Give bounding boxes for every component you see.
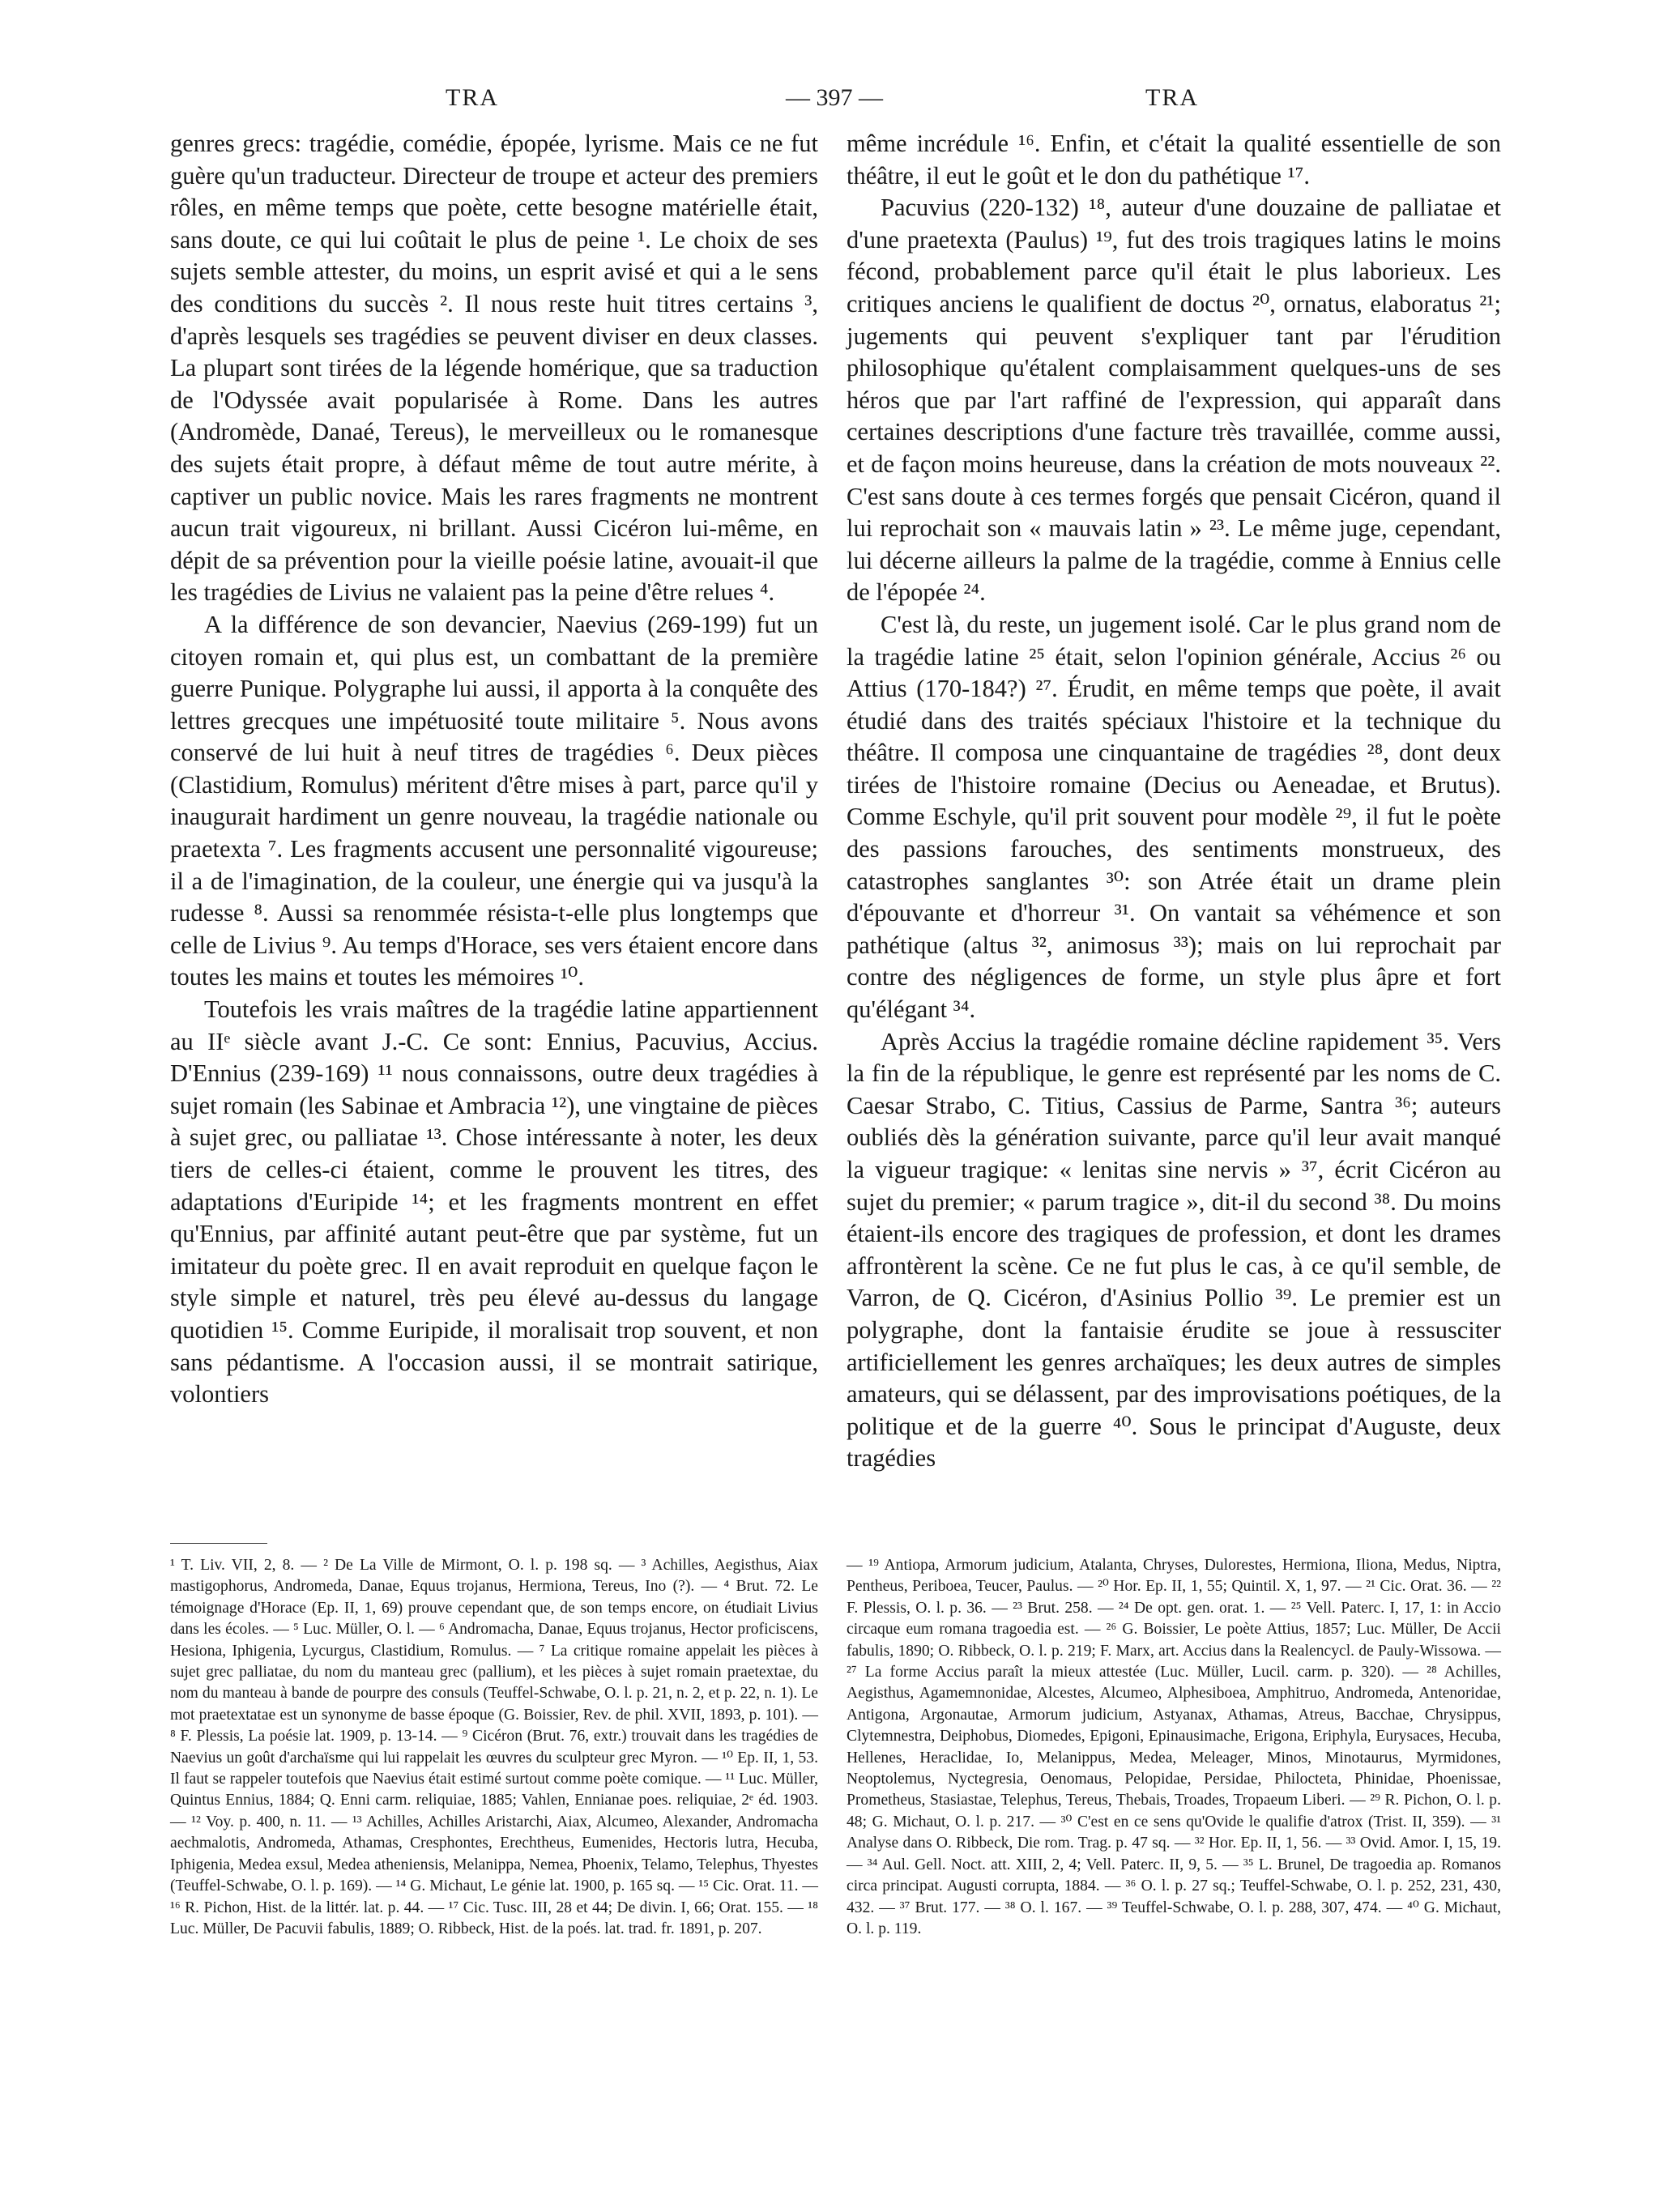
header-right-title: TRA bbox=[1145, 84, 1199, 111]
page-number: — 397 — bbox=[786, 84, 883, 111]
left-column bbox=[170, 128, 818, 1411]
header-left-title: TRA bbox=[446, 84, 499, 111]
right-column bbox=[847, 128, 1501, 1475]
running-header bbox=[170, 79, 1499, 117]
footnotes-left: ¹ T. Liv. VII, 2, 8. — ² De La Ville de Mirmont, O. l. p. 198 sq. — ³ Achilles, Aegisthus, Aiax mastigophorus, Andromeda, Danae, Equus trojanus, Hermiona, Tereus, Ino (?). — ⁴ Brut. 72. Le témoignage d'Horace (Ep. II, 1, 69) prouve cependant que, de son temps encore, on étudiait Livius dans les écoles. — ⁵ Luc. Müller, O. l. — ⁶ Andromacha, Danae, Equus trojanus, Hector proficiscens, Hesiona, Iphigenia, Lycurgus, Clastidium, Romulus. — ⁷ La critique romaine appelait les pièces à sujet grec palliatae, du nom du manteau grec (pallium), et les pièces à sujet romain praetextae, du nom du manteau à bande de pourpre des consuls (Teuffel-Schwabe, O. l. p. 21, n. 2, et p. 22, n. 1). Le mot praetextatae est un synonyme de basse époque (G. Boissier, Rev. de phil. XVII, 1893, p. 101). — ⁸ F. Plessis, La poésie lat. 1909, p. 13-14. — ⁹ Cicéron (Brut. 76, extr.) trouvait dans les tragédies de Naevius un goût d'archaïsme qui lui rappelait les œuvres du sculpteur grec Myron. — ¹⁰ Ep. II, 1, 53. Il faut se rappeler toutefois que Naevius était estimé surtout comme poète comique. — ¹¹ Luc. Müller, Quintus Ennius, 1884; Q. Enni carm. reliquiae, 1885; Vahlen, Ennianae poes. reliquiae, 2ᵉ éd. 1903. — ¹² Voy. p. 400, n. 11. — ¹³ Achilles, Achilles Aristarchi, Aiax, Alcumeo, Alexander, Andromacha aechmalotis, Andromeda, Athamas, Cresphontes, Erechtheus, Eumenides, Hectoris lutra, Hecuba, Iphigenia, Medea exsul, Medea atheniensis, Melanippa, Nemea, Phoenix, Telamo, Telephus, Thyestes (Teuffel-Schwabe, O. l. p. 169). — ¹⁴ G. Michaut, Le génie lat. 1900, p. 165 sq. — ¹⁵ Cic. Orat. 11. — ¹⁶ R. Pichon, Hist. de la littér. lat. p. 44. — ¹⁷ Cic. Tusc. III, 28 et 44; De divin. I, 66; Orat. 155. — ¹⁸ Luc. Müller, De Pacuvii fabulis, 1889; O. Ribbeck, Hist. de la poés. lat. trad. fr. 1891, p. 207. bbox=[170, 1557, 818, 1937]
paragraph: même incrédule ¹⁶. Enfin, et c'était la qualité essentielle de son théâtre, il eut le goût et le don du pathétique ¹⁷. bbox=[847, 130, 1501, 190]
paragraph: Pacuvius (220-132) ¹⁸, auteur d'une douzaine de palliatae et d'une praetexta (Paulus) ¹⁹, fut des trois tragiques latins le moins fécond, probablement parce qu'il était le plus laborieux. Les critiques anciens le qualifient de doctus ²⁰, ornatus, elaboratus ²¹; jugements qui peuvent s'expliquer tant par l'érudition philosophique qu'étalent complaisamment quelques-uns de ses héros que par l'art raffiné de l'expression, qui apparaît dans certaines descriptions d'une facture très travaillée, comme aussi, et de façon moins heureuse, dans la création de mots nouveaux ²². C'est sans doute à ces termes forgés que pensait Cicéron, quand il lui reprochait son « mauvais latin » ²³. Le même juge, cependant, lui décerne ailleurs la palme de la tragédie, comme à Ennius celle de l'épopée ²⁴. bbox=[847, 194, 1501, 607]
paragraph: Toutefois les vrais maîtres de la tragédie latine appartiennent au IIᵉ siècle avant J.-C. Ce sont: Ennius, Pacuvius, Accius. D'Ennius (239-169) ¹¹ nous connaissons, outre deux tragédies à sujet romain (les Sabinae et Ambracia ¹²), une vingtaine de pièces à sujet grec, ou palliatae ¹³. Chose intéressante à noter, les deux tiers de celles-ci étaient, comme le prouvent les titres, des adaptations d'Euripide ¹⁴; et les fragments montrent en effet qu'Ennius, par affinité autant peut-être que par système, fut un imitateur du poète grec. Il en avait reproduit en quelque façon le style simple et naturel, très peu élevé au-dessus du langage quotidien ¹⁵. Comme Euripide, il moralisait trop souvent, et non sans pédantisme. A l'occasion aussi, il se montrait satirique, volontiers bbox=[170, 995, 818, 1409]
footnote-separator bbox=[170, 1543, 267, 1544]
footnotes-right: — ¹⁹ Antiopa, Armorum judicium, Atalanta, Chryses, Dulorestes, Hermiona, Iliona, Medus, Niptra, Pentheus, Periboea, Teucer, Paulus. — ²⁰ Hor. Ep. II, 1, 55; Quintil. X, 1, 97. — ²¹ Cic. Orat. 36. — ²² F. Plessis, O. l. p. 36. — ²³ Brut. 258. — ²⁴ De opt. gen. orat. 1. — ²⁵ Vell. Paterc. I, 17, 1: in Accio circaque eum romana tragoedia est. — ²⁶ G. Boissier, Le poète Attius, 1857; Luc. Müller, De Accii fabulis, 1890; O. Ribbeck, O. l. p. 219; F. Marx, art. Accius dans la Realencycl. de Pauly-Wissowa. — ²⁷ La forme Accius paraît la mieux attestée (Luc. Müller, Lucil. carm. p. 320). — ²⁸ Achilles, Aegisthus, Agamemnonidae, Alcestes, Alcumeo, Alphesiboea, Amphitruo, Andromeda, Antenoridae, Antigona, Argonautae, Armorum judicium, Astyanax, Athamas, Atreus, Bacchae, Chrysippus, Clytemnestra, Deiphobus, Diomedes, Epigoni, Epinausimache, Erigona, Eriphyla, Eurysaces, Hecuba, Hellenes, Heraclidae, Io, Melanippus, Medea, Meleager, Minos, Minotaurus, Myrmidones, Neoptolemus, Nyctegresia, Oenomaus, Pelopidae, Persidae, Philocteta, Phinidae, Phoenissae, Prometheus, Stasiastae, Telephus, Tereus, Thebais, Troades, Tropaeum Liberi. — ²⁹ R. Pichon, O. l. p. 48; G. Michaut, O. l. p. 217. — ³⁰ C'est en ce sens qu'Ovide le qualifie d'atrox (Trist. II, 359). — ³¹ Analyse dans O. Ribbeck, Die rom. Trag. p. 47 sq. — ³² Hor. Ep. II, 1, 56. — ³³ Ovid. Amor. I, 15, 19. — ³⁴ Aul. Gell. Noct. att. XIII, 2, 4; Vell. Paterc. II, 9, 5. — ³⁵ L. Brunel, De tragoedia ap. Romanos circa principat. Augusti corrupta, 1884. — ³⁶ O. l. p. 27 sq.; Teuffel-Schwabe, O. l. p. 252, 231, 430, 432. — ³⁷ Brut. 177. — ³⁸ O. l. 167. — ³⁹ Teuffel-Schwabe, O. l. p. 288, 307, 474. — ⁴⁰ G. Michaut, O. l. p. 119. bbox=[847, 1557, 1501, 1937]
paragraph: genres grecs: tragédie, comédie, épopée, lyrisme. Mais ce ne fut guère qu'un traducteur. Directeur de troupe et acteur des premiers rôles, en même temps que poète, cette besogne matérielle était, sans doute, ce qui lui coûtait le plus de peine ¹. Le choix de ses sujets semble attester, du moins, un esprit avisé et qui a le sens des conditions du succès ². Il nous reste huit titres certains ³, d'après lesquels ses tragédies se peuvent diviser en deux classes. La plupart sont tirées de la légende homérique, que sa traduction de l'Odyssée avait popularisée à Rome. Dans les autres (Andromède, Danaé, Tereus), le merveilleux ou le romanesque des sujets était propre, à défaut même de tout autre mérite, à captiver un public novice. Mais les rares fragments ne montrent aucun trait vigoureux, ni brillant. Aussi Cicéron lui-même, en dépit de sa prévention pour la vieille poésie latine, avouait-il que les tragédies de Livius ne valaient pas la peine d'être relues ⁴. bbox=[170, 130, 818, 607]
paragraph: Après Accius la tragédie romaine décline rapidement ³⁵. Vers la fin de la république, le genre est représenté par les noms de C. Caesar Strabo, C. Titius, Cassius de Parme, Santra ³⁶; auteurs oubliés dès la génération suivante, parce qu'il leur avait manqué la vigueur tragique: « lenitas sine nervis » ³⁷, écrit Cicéron au sujet du premier; « parum tragice », dit-il du second ³⁸. Du moins étaient-ils encore des tragiques de profession, et dont les drames affrontèrent la scène. Ce ne fut plus le cas, à ce qu'il semble, de Varron, de Q. Cicéron, d'Asinius Pollio ³⁹. Le premier est un polygraphe, dont la fantaisie érudite se joue à ressusciter artificiellement les genres archaïques; les deux autres de simples amateurs, qui se délassent, par des improvisations poétiques, de la politique et de la guerre ⁴⁰. Sous le principat d'Auguste, deux tragédies bbox=[847, 1027, 1501, 1473]
paragraph: C'est là, du reste, un jugement isolé. Car le plus grand nom de la tragédie latine ²⁵ était, selon l'opinion générale, Accius ²⁶ ou Attius (170-184?) ²⁷. Érudit, en même temps que poète, il avait étudié dans des traités spéciaux l'histoire et la technique du théâtre. Il composa une cinquantaine de tragédies ²⁸, dont deux tirées de l'histoire romaine (Decius ou Aeneadae, et Brutus). Comme Eschyle, qu'il prit souvent pour modèle ²⁹, il fut le poète des passions farouches, des sentiments monstrueux, des catastrophes sanglantes ³⁰: son Atrée était un drame plein d'épouvante et d'horreur ³¹. On vantait sa véhémence et son pathétique (altus ³², animosus ³³); mais on lui reprochait par contre des négligences de forme, un style plus âpre et fort qu'élégant ³⁴. bbox=[847, 610, 1501, 1024]
paragraph: A la différence de son devancier, Naevius (269-199) fut un citoyen romain et, qui plus est, un combattant de la première guerre Punique. Polygraphe lui aussi, il apporta à la conquête des lettres grecques une impétuosité toute militaire ⁵. Nous avons conservé de lui huit à neuf titres de tragédies ⁶. Deux pièces (Clastidium, Romulus) méritent d'être mises à part, parce qu'il y inaugurait hardiment un genre nouveau, la tragédie nationale ou praetexta ⁷. Les fragments accusent une personnalité vigoureuse; il a de l'imagination, de la couleur, une énergie qui va jusqu'à la rudesse ⁸. Aussi sa renommée résista-t-elle plus longtemps que celle de Livius ⁹. Au temps d'Horace, ses vers étaient encore dans toutes les mains et toutes les mémoires ¹⁰. bbox=[170, 610, 818, 991]
